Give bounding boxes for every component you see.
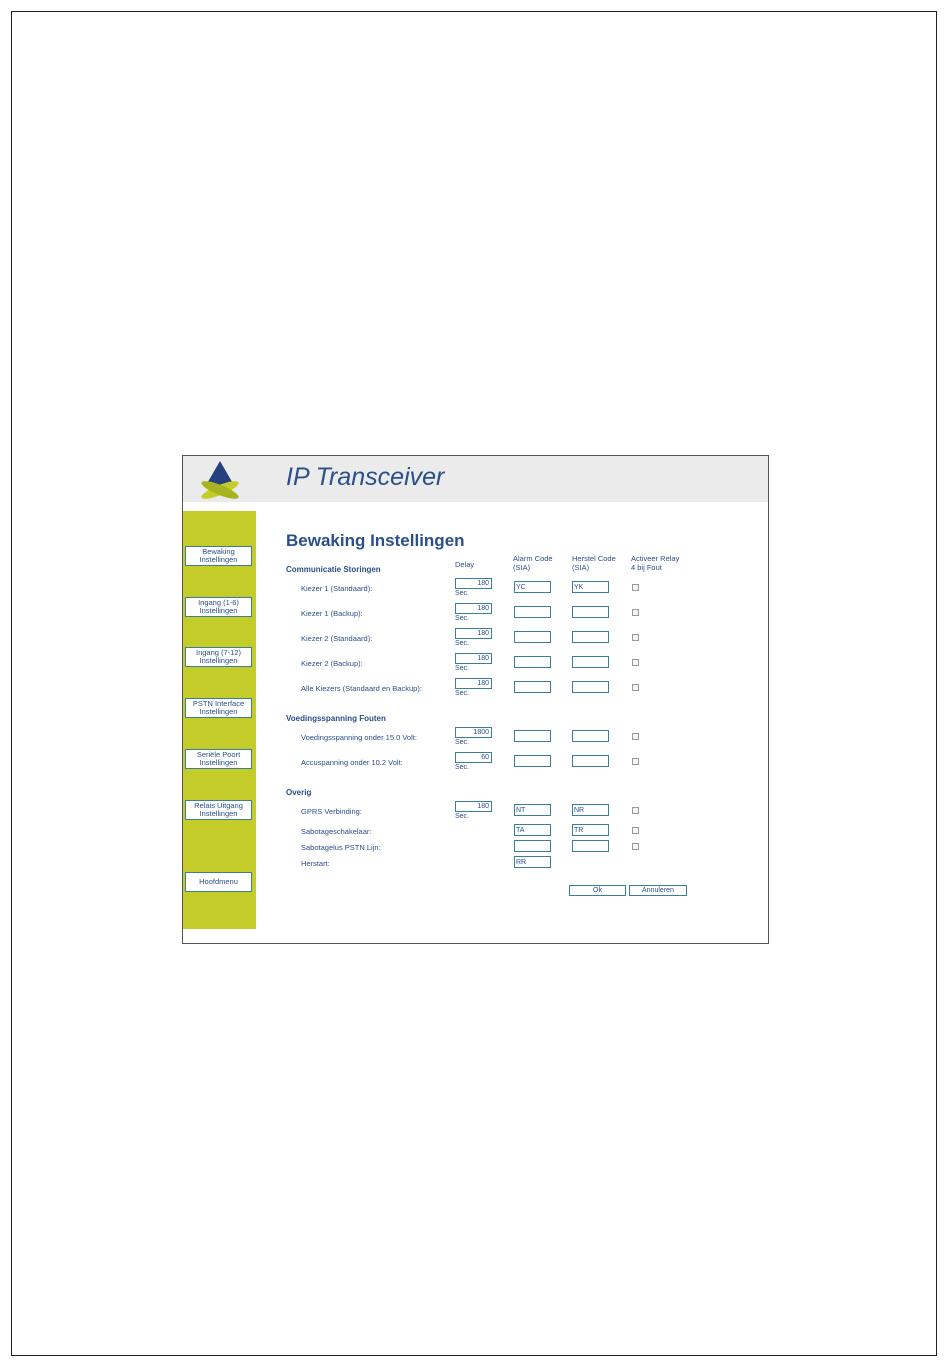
delay-input-voedingsspanning[interactable]	[455, 727, 492, 738]
delay-unit: Sec.	[455, 764, 470, 771]
sidebar-item-bewaking[interactable]: Bewaking Instellingen	[185, 546, 252, 566]
column-header-herstel-code: Herstel Code (SIA)	[572, 554, 616, 572]
sidebar	[183, 511, 256, 929]
relay-checkbox-kiezer1-standaard[interactable]	[632, 584, 639, 591]
row-label-herstart: Herstart:	[301, 859, 330, 868]
delay-input-kiezer1-standaard[interactable]	[455, 578, 492, 589]
sidebar-item-seriele-poort[interactable]: Seriële Poort Instellingen	[185, 749, 252, 769]
alarm-code-input-voedingsspanning[interactable]	[514, 730, 551, 742]
alarm-code-input-kiezer1-standaard[interactable]	[514, 581, 551, 593]
row-label-kiezer1-backup: Kiezer 1 (Backup):	[301, 609, 363, 618]
row-label-kiezer2-standaard: Kiezer 2 (Standaard):	[301, 634, 373, 643]
delay-input-alle-kiezers[interactable]	[455, 678, 492, 689]
sidebar-item-pstn-interface[interactable]: PSTN Interface Instellingen	[185, 698, 252, 718]
row-label-sabotagelus: Sabotagelus PSTN Lijn:	[301, 843, 381, 852]
relay-checkbox-sabotageschakelaar[interactable]	[632, 827, 639, 834]
relay-checkbox-kiezer2-backup[interactable]	[632, 659, 639, 666]
alarm-code-input-alle-kiezers[interactable]	[514, 681, 551, 693]
relay-checkbox-gprs[interactable]	[632, 807, 639, 814]
section-title-voeding: Voedingsspanning Fouten	[286, 714, 386, 723]
delay-unit: Sec.	[455, 590, 470, 597]
delay-unit: Sec.	[455, 813, 470, 820]
relay-checkbox-kiezer2-standaard[interactable]	[632, 634, 639, 641]
delay-unit: Sec.	[455, 615, 470, 622]
alarm-code-input-sabotageschakelaar[interactable]	[514, 824, 551, 836]
row-label-accuspanning: Accuspanning onder 10.2 Volt:	[301, 758, 403, 767]
delay-input-gprs[interactable]	[455, 801, 492, 812]
alarm-code-input-kiezer2-standaard[interactable]	[514, 631, 551, 643]
delay-unit: Sec.	[455, 640, 470, 647]
row-label-gprs: GPRS Verbinding:	[301, 807, 362, 816]
column-header-activeer-relay: Activeer Relay 4 bij Fout	[631, 554, 680, 572]
column-header-alarm-code: Alarm Code (SIA)	[513, 554, 553, 572]
sidebar-item-ingang-7-12[interactable]: Ingang (7-12) Instellingen	[185, 647, 252, 667]
relay-checkbox-accuspanning[interactable]	[632, 758, 639, 765]
row-label-voedingsspanning: Voedingsspanning onder 15.0 Volt:	[301, 733, 417, 742]
app-title: IP Transceiver	[286, 463, 445, 491]
column-header-delay: Delay	[455, 560, 475, 569]
logo-icon	[195, 459, 245, 501]
herstel-code-input-voedingsspanning[interactable]	[572, 730, 609, 742]
app-window	[182, 455, 769, 944]
delay-unit: Sec.	[455, 690, 470, 697]
herstel-code-input-accuspanning[interactable]	[572, 755, 609, 767]
delay-input-kiezer2-backup[interactable]	[455, 653, 492, 664]
relay-checkbox-kiezer1-backup[interactable]	[632, 609, 639, 616]
herstel-code-input-kiezer1-standaard[interactable]	[572, 581, 609, 593]
alarm-code-input-kiezer1-backup[interactable]	[514, 606, 551, 618]
cancel-button[interactable]: Annuleren	[629, 885, 687, 896]
row-label-kiezer1-standaard: Kiezer 1 (Standaard):	[301, 584, 373, 593]
alarm-code-input-gprs[interactable]	[514, 804, 551, 816]
row-label-sabotageschakelaar: Sabotageschakelaar:	[301, 827, 372, 836]
delay-unit: Sec.	[455, 739, 470, 746]
herstel-code-input-alle-kiezers[interactable]	[572, 681, 609, 693]
delay-input-kiezer1-backup[interactable]	[455, 603, 492, 614]
alarm-code-input-accuspanning[interactable]	[514, 755, 551, 767]
relay-checkbox-sabotagelus[interactable]	[632, 843, 639, 850]
herstel-code-input-gprs[interactable]	[572, 804, 609, 816]
main-content	[256, 502, 768, 943]
delay-unit: Sec.	[455, 665, 470, 672]
alarm-code-input-kiezer2-backup[interactable]	[514, 656, 551, 668]
section-title-overig: Overig	[286, 788, 312, 797]
herstel-code-input-kiezer2-backup[interactable]	[572, 656, 609, 668]
herstel-code-input-kiezer2-standaard[interactable]	[572, 631, 609, 643]
relay-checkbox-voedingsspanning[interactable]	[632, 733, 639, 740]
alarm-code-input-sabotagelus[interactable]	[514, 840, 551, 852]
herstel-code-input-sabotagelus[interactable]	[572, 840, 609, 852]
row-label-kiezer2-backup: Kiezer 2 (Backup):	[301, 659, 363, 668]
header	[183, 456, 768, 502]
sidebar-item-relais-uitgang[interactable]: Relais Uitgang Instellingen	[185, 800, 252, 820]
section-title-communicatie: Communicatie Storingen	[286, 565, 381, 574]
delay-input-accuspanning[interactable]	[455, 752, 492, 763]
herstel-code-input-kiezer1-backup[interactable]	[572, 606, 609, 618]
ok-button[interactable]: Ok	[569, 885, 626, 896]
delay-input-kiezer2-standaard[interactable]	[455, 628, 492, 639]
herstel-code-input-sabotageschakelaar[interactable]	[572, 824, 609, 836]
sidebar-item-hoofdmenu[interactable]: Hoofdmenu	[185, 872, 252, 892]
row-label-alle-kiezers: Alle Kiezers (Standaard en Backup):	[301, 684, 422, 693]
relay-checkbox-alle-kiezers[interactable]	[632, 684, 639, 691]
alarm-code-input-herstart[interactable]	[514, 856, 551, 868]
sidebar-item-ingang-1-6[interactable]: Ingang (1-6) Instellingen	[185, 597, 252, 617]
page-title: Bewaking Instellingen	[286, 531, 465, 550]
